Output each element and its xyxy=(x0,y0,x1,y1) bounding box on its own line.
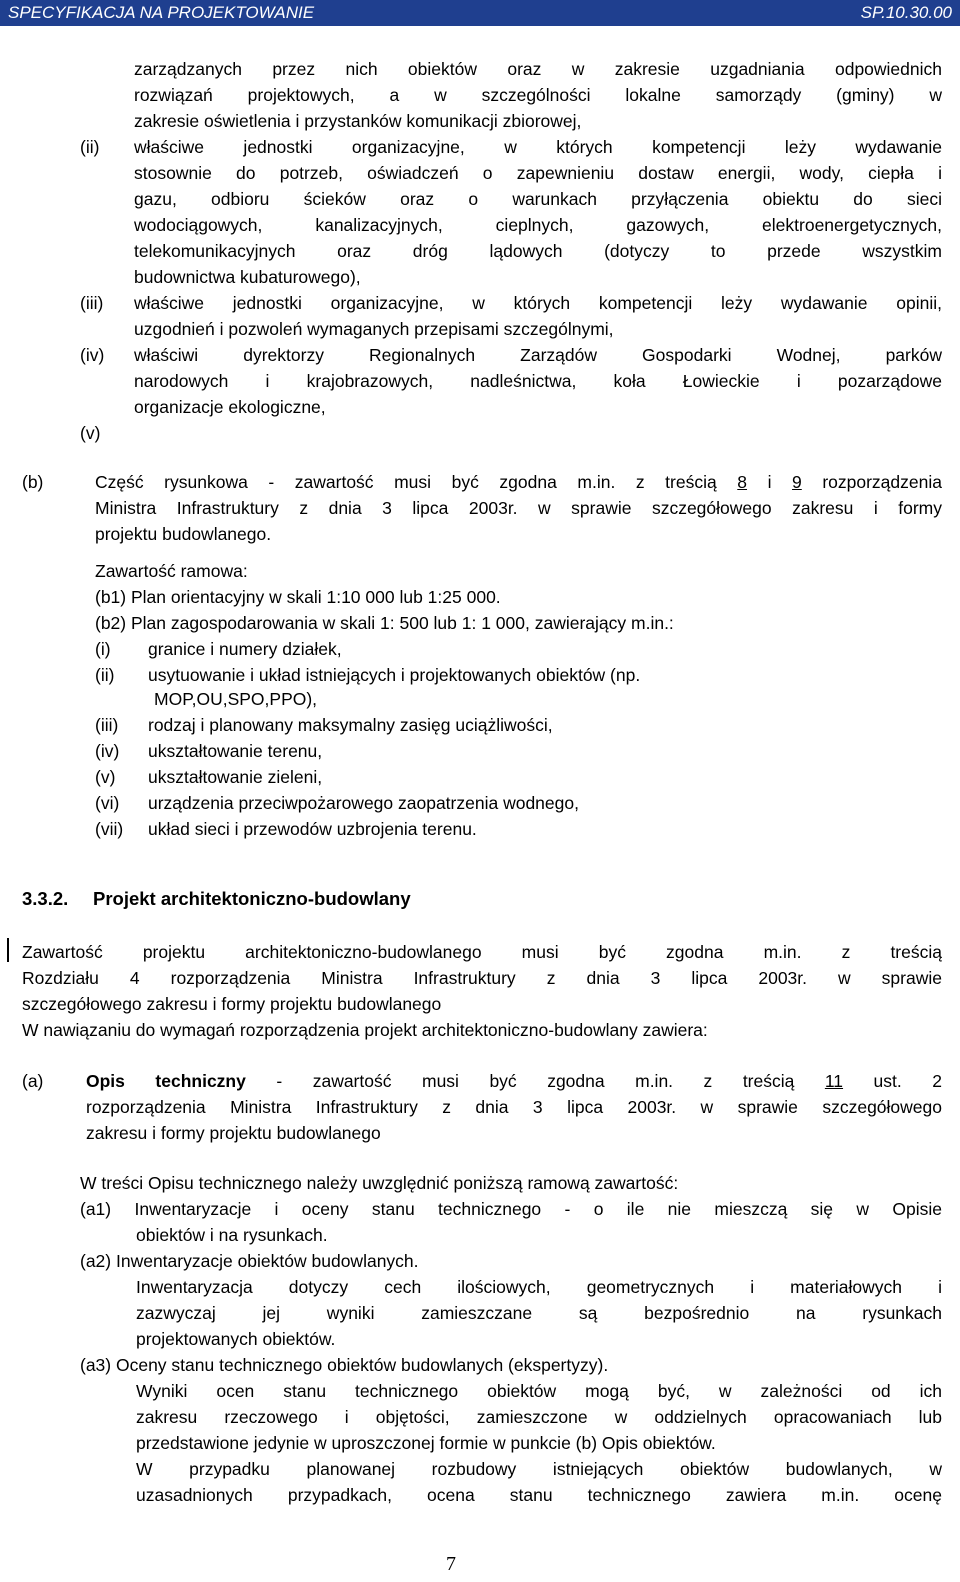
text-line: Zawartość projektu architektoniczno-budowlanego musi być zgodna m.in. z treścią xyxy=(22,942,942,962)
text-fragment: Część rysunkowa - zawartość musi być zgodna m.in. z treścią xyxy=(95,472,738,492)
text-line: telekomunikacyjnych oraz dróg lądowych (dotyczy to przede wszystkim xyxy=(134,241,942,261)
header-title: SPECYFIKACJA NA PROJEKTOWANIE xyxy=(8,3,315,22)
bold-term: Opis techniczny xyxy=(86,1071,246,1091)
section-number: 3.3.2. xyxy=(22,888,69,909)
text-fragment: - zawartość musi być zgodna m.in. z treścią xyxy=(245,1071,825,1091)
list-marker: (iii) xyxy=(80,293,104,313)
text-line: narodowych i krajobrazowych, nadleśnictwa, koła Łowieckie i pozarządowe xyxy=(134,371,942,391)
text-line: rozporządzenia Ministra Infrastruktury z dnia 3 lipca 2003r. w sprawie szczegółowego xyxy=(86,1097,942,1117)
header-code: SP.10.30.00 xyxy=(860,3,952,22)
list-item: MOP,OU,SPO,PPO), xyxy=(154,689,318,709)
text-line: wodociągowych, kanalizacyjnych, cieplnych, gazowych, elektroenergetycznych, xyxy=(134,215,942,235)
text-line: organizacje ekologiczne, xyxy=(134,397,326,417)
list-item: ukształtowanie zieleni, xyxy=(148,767,323,787)
list-item: granice i numery działek, xyxy=(148,639,342,659)
text-line: (a1) Inwentaryzacje i oceny stanu technicznego - o ile nie mieszczą się w Opisie xyxy=(80,1199,942,1219)
change-bar xyxy=(7,938,9,962)
paragraph-ref-link[interactable]: 8 xyxy=(737,472,748,492)
text-line: projektowanych obiektów. xyxy=(136,1329,336,1349)
page-number: 7 xyxy=(446,1553,456,1575)
list-marker: (a) xyxy=(22,1071,44,1091)
list-marker: (i) xyxy=(95,639,111,659)
text-line: stosownie do potrzeb, oświadczeń o zapewnieniu dostaw energii, wody, ciepła i xyxy=(134,163,942,183)
text-line: szczegółowego zakresu i formy projektu budowlanego xyxy=(22,994,442,1014)
text-fragment: i xyxy=(747,472,793,492)
text-line: W przypadku planowanej rozbudowy istniejących obiektów budowlanych, w xyxy=(136,1459,942,1479)
text-line: Zawartość ramowa: xyxy=(95,561,248,581)
text-line: zazwyczaj jej wyniki zamieszczane są bezpośrednio na rysunkach xyxy=(136,1303,942,1323)
text-line: (a3) Oceny stanu technicznego obiektów budowlanych (ekspertyzy). xyxy=(80,1355,609,1375)
text-line: (a2) Inwentaryzacje obiektów budowlanych. xyxy=(80,1251,419,1271)
text-line: W nawiązaniu do wymagań rozporządzenia projekt architektoniczno-budowlany zawiera: xyxy=(22,1020,708,1040)
text-line: projektu budowlanego. xyxy=(95,524,272,544)
list-marker: (iv) xyxy=(95,741,120,761)
page-header xyxy=(0,0,960,26)
text-line xyxy=(95,471,942,493)
text-line: zakresie oświetlenia i przystanków komunikacji zbiorowej, xyxy=(134,111,582,131)
list-item: urządzenia przeciwpożarowego zaopatrzenia wodnego, xyxy=(148,793,579,813)
text-line: (b1) Plan orientacyjny w skali 1:10 000 lub 1:25 000. xyxy=(95,587,501,607)
text-line: (b2) Plan zagospodarowania w skali 1: 500 lub 1: 1 000, zawierający m.in.: xyxy=(95,613,674,633)
text-line: Rozdziału 4 rozporządzenia Ministra Infrastruktury z dnia 3 lipca 2003r. w sprawie xyxy=(22,968,942,988)
text-line: rozwiązań projektowych, a w szczególności lokalne samorządy (gminy) w xyxy=(134,85,942,105)
list-marker: (v) xyxy=(95,767,116,787)
text-line: właściwe jednostki organizacyjne, w których kompetencji leży wydawanie opinii, xyxy=(134,293,942,313)
text-line: uzasadnionych przypadkach, ocena stanu technicznego zawiera m.in. ocenę xyxy=(136,1485,942,1505)
list-marker: (iii) xyxy=(95,715,119,735)
list-marker: (iv) xyxy=(80,345,105,365)
text-line xyxy=(86,1070,942,1092)
text-line: przedstawione jedynie w uproszczonej formie w punkcie (b) Opis obiektów. xyxy=(136,1433,716,1453)
list-item: układ sieci i przewodów uzbrojenia terenu. xyxy=(148,819,477,839)
list-marker: (ii) xyxy=(95,665,115,685)
list-marker: (ii) xyxy=(80,137,100,157)
text-line: W treści Opisu technicznego należy uwzględnić poniższą ramową zawartość: xyxy=(80,1173,679,1193)
text-line: zakresu rzeczowego i objętości, zamieszczone w oddzielnych opracowaniach lub xyxy=(136,1407,942,1427)
list-marker: (vi) xyxy=(95,793,120,813)
text-line: Wyniki ocen stanu technicznego obiektów mogą być, w zależności od ich xyxy=(136,1381,942,1401)
text-fragment: rozporządzenia xyxy=(801,472,942,492)
list-item: ukształtowanie terenu, xyxy=(148,741,323,761)
text-line: zakresu i formy projektu budowlanego xyxy=(86,1123,381,1143)
text-line: właściwi dyrektorzy Regionalnych Zarządów Gospodarki Wodnej, parków xyxy=(134,345,942,365)
paragraph-ref-link[interactable]: 11 xyxy=(824,1071,844,1091)
list-marker: (b) xyxy=(22,472,44,492)
text-line: zarządzanych przez nich obiektów oraz w zakresie uzgadniania odpowiednich xyxy=(134,59,942,79)
list-marker: (v) xyxy=(80,423,101,443)
text-fragment: ust. 2 xyxy=(843,1071,943,1091)
text-line: uzgodnień i pozwoleń wymaganych przepisami szczególnymi, xyxy=(134,319,614,339)
section-title: Projekt architektoniczno-budowlany xyxy=(93,888,411,909)
text-line: Ministra Infrastruktury z dnia 3 lipca 2003r. w sprawie szczegółowego zakresu i formy xyxy=(95,498,942,518)
list-item: rodzaj i planowany maksymalny zasięg uciążliwości, xyxy=(148,715,553,735)
text-line: obiektów i na rysunkach. xyxy=(136,1225,328,1245)
text-line: właściwe jednostki organizacyjne, w których kompetencji leży wydawanie xyxy=(134,137,942,157)
list-marker: (vii) xyxy=(95,819,124,839)
list-item: usytuowanie i układ istniejących i projektowanych obiektów (np. xyxy=(148,665,641,685)
text-line: budownictwa kubaturowego), xyxy=(134,267,361,287)
paragraph-ref-link[interactable]: 9 xyxy=(792,472,802,492)
text-line: Inwentaryzacja dotyczy cech ilościowych, geometrycznych i materiałowych i xyxy=(136,1277,942,1297)
text-line: gazu, odbioru ścieków oraz o warunkach przyłączenia obiektu do sieci xyxy=(134,189,942,209)
